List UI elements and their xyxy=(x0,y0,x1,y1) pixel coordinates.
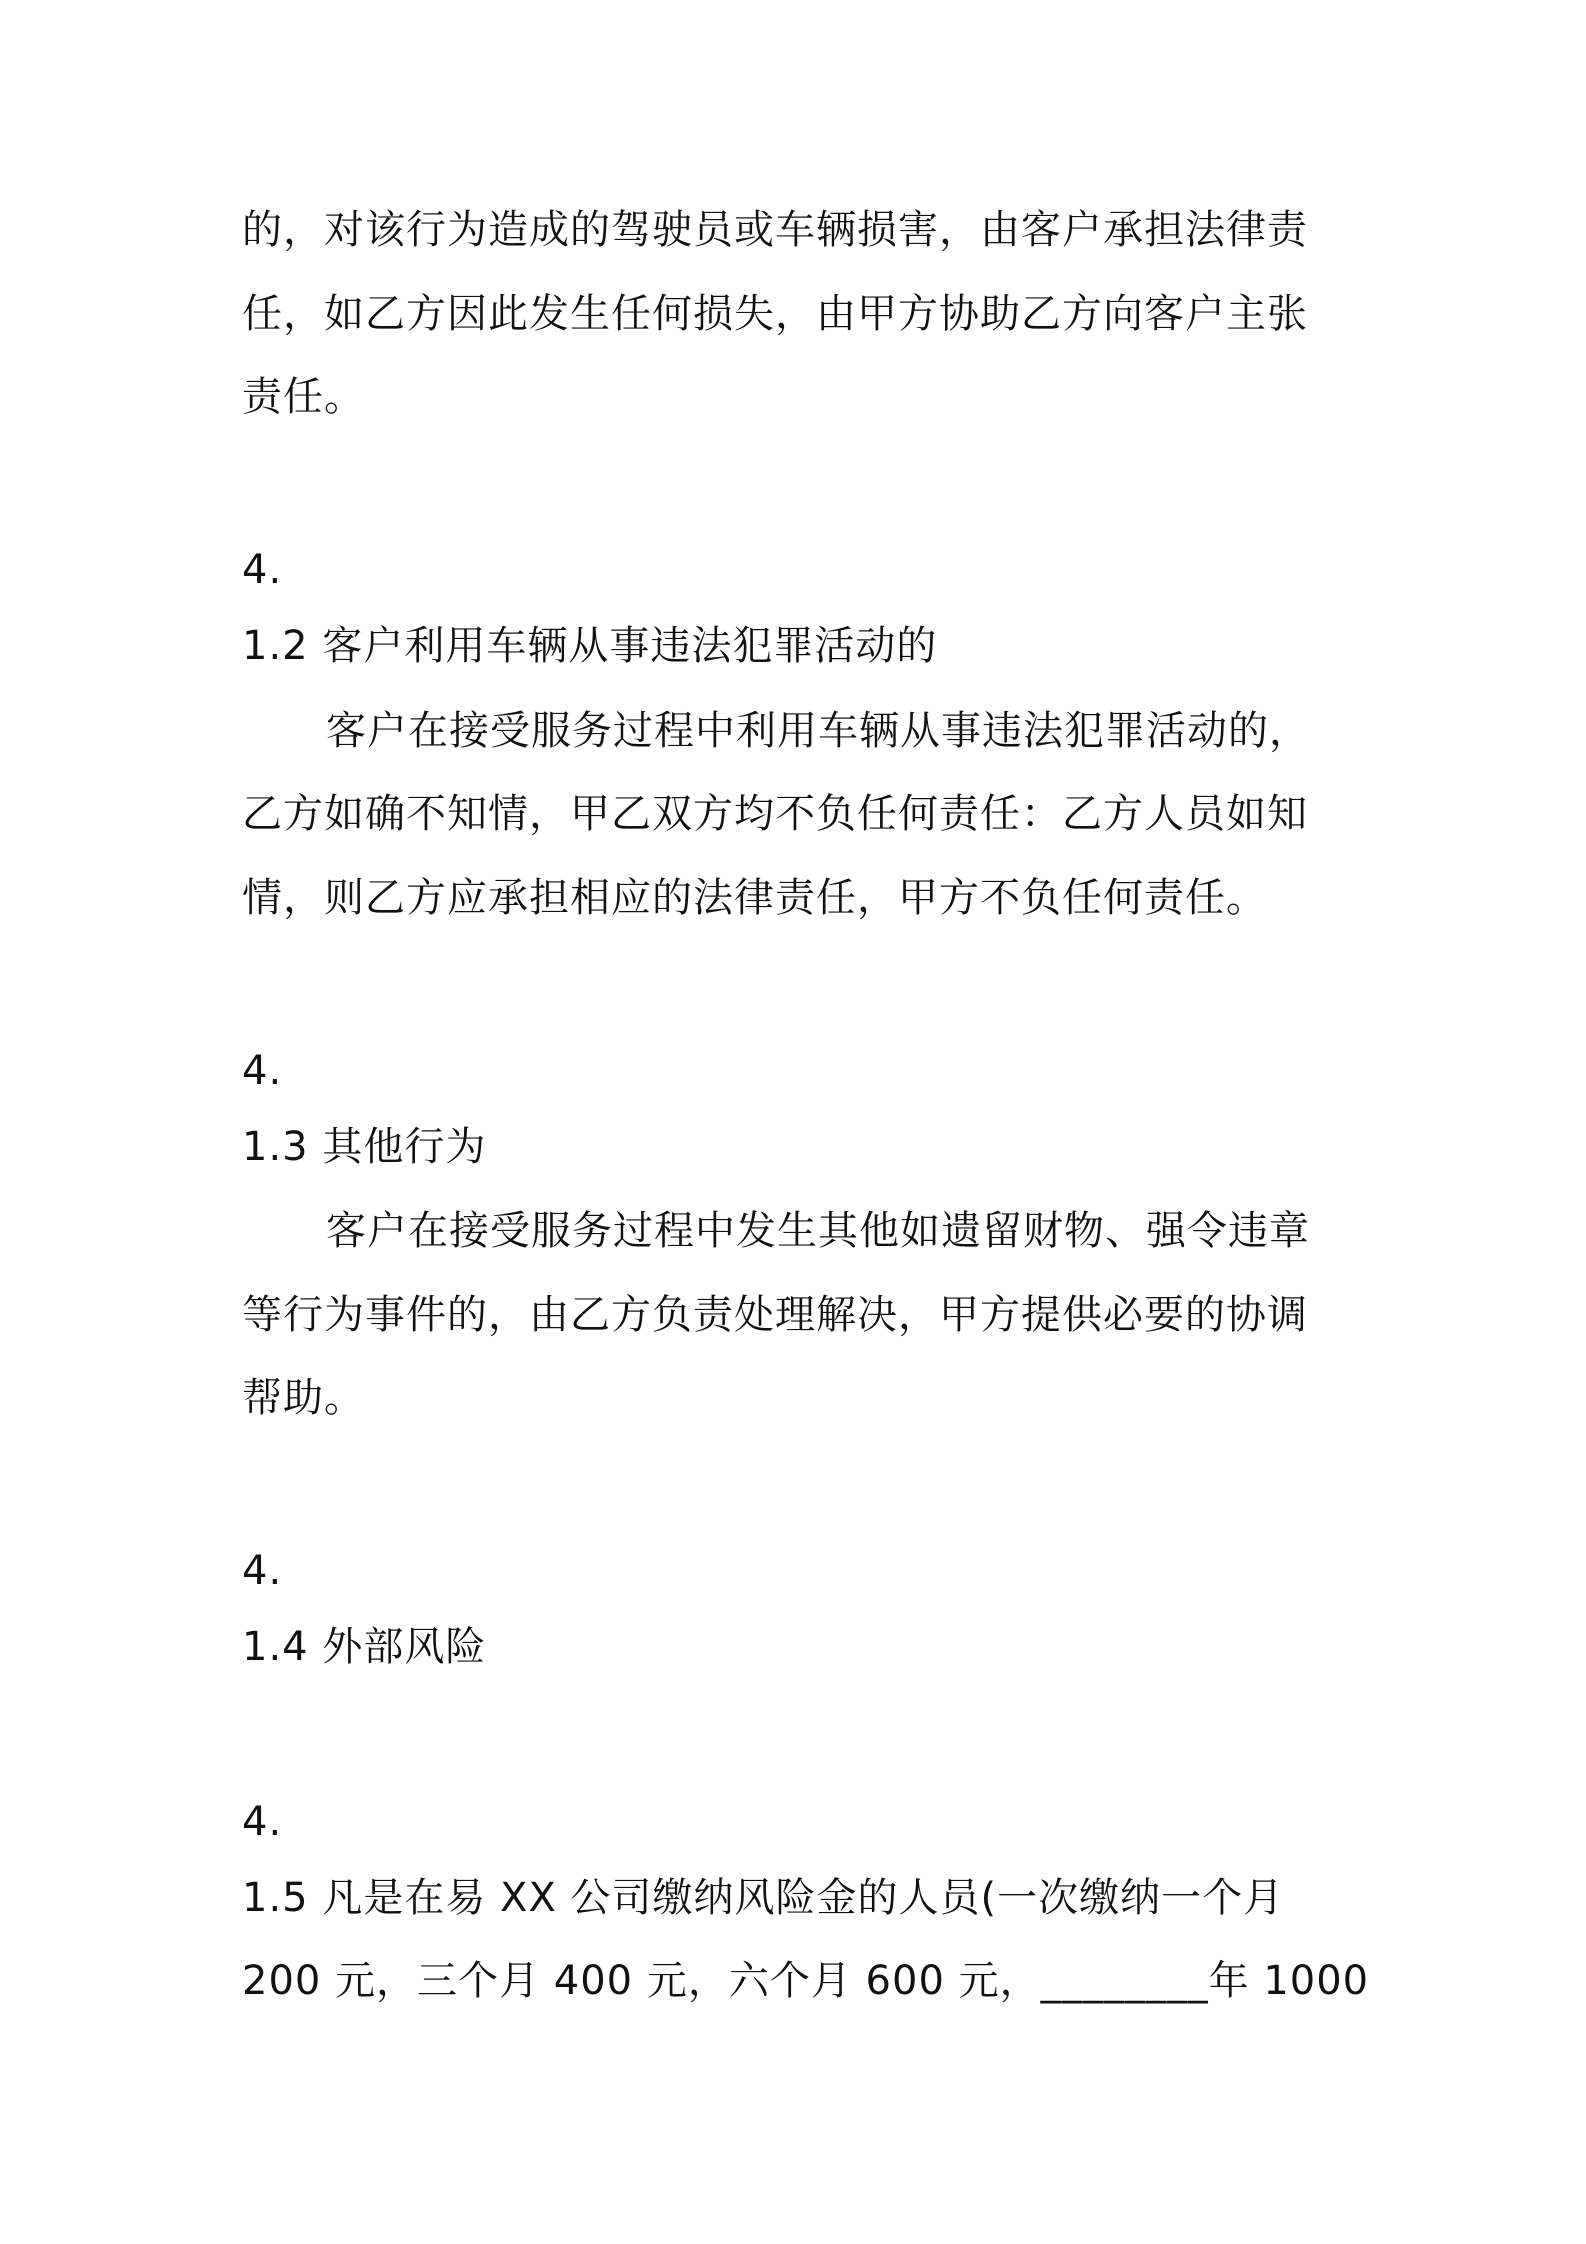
section-heading: 1.4 外部风险 xyxy=(242,1624,487,1670)
paragraph-line: 客户在接受服务过程中利用车辆从事违法犯罪活动的， xyxy=(326,708,1310,754)
section-heading: 1.5 凡是在易 XX 公司缴纳风险金的人员(一次缴纳一个月 xyxy=(242,1875,1285,1921)
section-number: 4. xyxy=(242,1048,283,1094)
section-number: 4. xyxy=(242,547,283,593)
paragraph-line: 的，对该行为造成的驾驶员或车辆损害，由客户承担法律责 xyxy=(242,207,1308,253)
section-heading: 1.3 其他行为 xyxy=(242,1124,487,1170)
paragraph-line: 责任。 xyxy=(242,374,365,420)
section-heading: 1.2 客户利用车辆从事违法犯罪活动的 xyxy=(242,623,938,669)
paragraph-line: 客户在接受服务过程中发生其他如遗留财物、强令违章 xyxy=(326,1208,1310,1254)
section-number: 4. xyxy=(242,1799,283,1845)
section-number: 4. xyxy=(242,1548,283,1594)
paragraph-line: 帮助。 xyxy=(242,1375,365,1421)
paragraph-line: 乙方如确不知情，甲乙双方均不负任何责任：乙方人员如知 xyxy=(242,791,1308,837)
paragraph-line: 情，则乙方应承担相应的法律责任，甲方不负任何责任。 xyxy=(242,875,1267,921)
paragraph-line: 任，如乙方因此发生任何损失，由甲方协助乙方向客户主张 xyxy=(242,291,1308,337)
paragraph-line: 200 元，三个月 400 元，六个月 600 元，________年 1000 xyxy=(242,1958,1370,2004)
paragraph-line: 等行为事件的，由乙方负责处理解决，甲方提供必要的协调 xyxy=(242,1292,1308,1338)
